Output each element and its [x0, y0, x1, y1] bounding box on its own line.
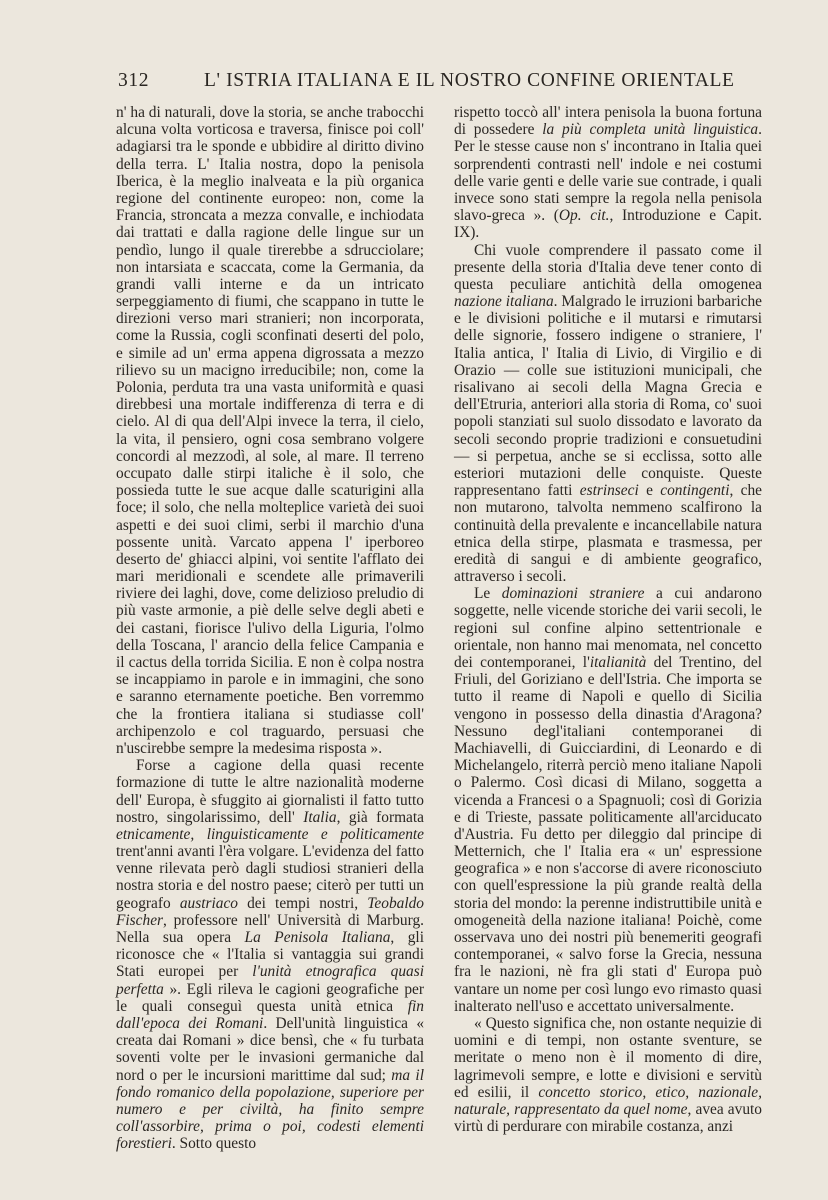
- text-run: e: [638, 482, 661, 500]
- italic-run: dominazioni straniere: [501, 585, 645, 603]
- paragraph: [454, 104, 762, 242]
- text-run: trent'anni avanti l'èra volgare. L'evidenza del fatto venne rilevata però dagli studiosi stranieri della nostra storia e del nostro paese; citerò per tutti un geografo: [116, 843, 424, 912]
- italic-run: Italia: [303, 808, 337, 826]
- text-run: , professore nell' Università di Marburg. Nella sua opera: [116, 911, 424, 946]
- italic-run: italianità: [589, 654, 647, 671]
- text-run: , avea avuto virtù di perdurare con mirabile costanza, anzi: [454, 1100, 762, 1136]
- italic-run: contingenti: [660, 482, 730, 500]
- text-run: Forse a cagione della quasi recente formazione di tutte le altre nazionalità moderne dell' Europa, è sfuggito ai giornalisti il fatto tutto nostro, singolarissimo, dell': [116, 757, 424, 826]
- text-run: rispetto toccò all' intera penisola la buona fortuna di possedere: [454, 104, 762, 139]
- left-column: [116, 104, 424, 1152]
- running-title: L' ISTRIA ITALIANA E IL NOSTRO CONFINE ORIENTALE: [204, 70, 735, 91]
- text-run: , gli riconosce che « l'Italia si vantaggia sui grandi Stati europei per: [116, 929, 424, 981]
- paragraph: [116, 757, 424, 1152]
- page-number: 312: [118, 70, 150, 91]
- page-header: [118, 70, 735, 98]
- italic-run: ma il fondo romanico della popolazione, superiore per numero e per civiltà, ha finito sempre coll'assorbire, prima o poi, codesti elementi forestieri: [116, 1066, 424, 1153]
- text-run: . Malgrado le irruzioni barbariche e le divisioni politiche e il mutarsi e rimutarsi delle signorie, fossero indigene o straniere, l' Italia antica, l' Italia di Livio, di Virgilio e di Orazio — colle sue istituzioni municipali, che risalivano ai secoli della Magna Grecia e dell'Etruria, anteriori alla storia di Roma, co' suoi popoli stanziati sul suolo dissodato e lavorato da secoli secondo proprie tradizioni e consuetudini — si perpetua, anche se si ecclissa, sotto alle esteriori mutazioni delle conquiste. Queste rappresentano fatti: [454, 293, 762, 500]
- paragraph: [454, 585, 762, 1015]
- italic-run: Op. cit.: [558, 207, 610, 225]
- text-run: . Dell'unità linguistica « creata dai Romani » dice bensì, che « fu turbata soventi volte per le invasioni germaniche dal nord o per le incursioni marittime dal sud;: [116, 1014, 425, 1084]
- text-run: Chi vuole comprendere il passato come il presente della storia d'Italia deve tener conto di questa peculiare antichità della omogenea: [454, 241, 762, 293]
- text-run: . Per le stesse cause non s' incontrano in Italia quei sorprendenti contrasti nell' indole e nei costumi delle varie genti e delle varie sue contrade, i quali invece sono stati sempre la regola nella penisola slavo-greca ». (: [454, 121, 762, 225]
- text-run: , che non mutarono, talvolta nemmeno scalfirono la continuità della prevalente e incancellabile natura etnica della stirpe, plasmata e trasmessa, per eredità di sangui e di ambiente geografico, attraverso i secoli.: [454, 482, 763, 586]
- text-run: , Introduzione e Capit. IX).: [454, 207, 762, 242]
- italic-run: La Penisola Italiana: [244, 929, 391, 946]
- text-run: ». Egli rileva le cagioni geografiche per le quali conseguì questa unità etnica: [116, 980, 424, 1015]
- italic-run: austriaco: [179, 894, 238, 912]
- italic-run: concetto storico, etico, nazionale, naturale, rappresentato da quel nome: [454, 1083, 762, 1118]
- text-run: dei tempi nostri,: [237, 894, 368, 912]
- paragraph: [454, 1015, 762, 1135]
- italic-run: la più completa unità linguistica: [542, 121, 759, 139]
- italic-run: fin dall'epoca dei Romani: [116, 997, 424, 1032]
- text-run: . Sotto questo: [171, 1135, 257, 1153]
- paragraph: [454, 242, 762, 586]
- text-run: « Questo significa che, non ostante nequizie di uomini e di tempi, non ostante sventure, se meritate o meno non è il momento di dire, lagrimevoli sempre, e lotte e divisioni e servitù ed esilii, il: [454, 1014, 762, 1101]
- italic-run: etnicamente, linguisticamente e politicamente: [116, 825, 424, 843]
- text-run: n' ha di naturali, dove la storia, se anche trabocchi alcuna volta vorticosa e traversa, finisce poi coll' adagiarsi tra le sponde e ubbidire al diritto divino della terra. L' Italia nostra, dopo la penisola Iberica, è la meglio inalveata e la più organica regione del continente europeo: non, come la Francia, stroncata a mezza convalle, e inchiodata dai trattati e dalla ragione delle lingue sur un pendìo, lungo il quale tirerebbe a sdrucciolare; non intarsiata e scaccata, come la Germania, da grandi valli interne e da un intricato serpeggiamento di fiumi, che scappano in tutte le direzioni verso mari stranieri; non incorporata, come la Russia, cogli sconfinati deserti del polo, e simile ad un' erma appena digrossata a mezzo rilievo su un macigno irreducibile; non, come la Polonia, perduta tra una vasta uniformità e quasi direbbesi una mortale indifferenza di terra e di cielo. Al di qua dell'Alpi invece la terra, il cielo, la vita, il pensiero, ogni cosa sembrano volgere concordi al mezzodì, al sole, al mare. Il terreno occupato dalle stirpi italiche è il solo, che possieda tutte le sue acque dalle scaturigini alla foce; il solo, che nella molteplice varietà dei suoi aspetti e dei suoi climi, serbi il marchio d'una possente unità. Varcato appena l' iperboreo deserto de' ghiacci alpini, voi sentite l'afflato dei mari meridionali e scendete alle primaverili riviere dei laghi, dove, come delizioso preludio di più vaste armonie, a piè delle selve degli abeti e dei castani, fiorisce l'ulivo della Liguria, l'olmo della Toscana, l' arancio della felice Campania e il cactus della torrida Sicilia. E non è colpa nostra se incappiamo in parole e in immagini, che sono e saranno eternamente poetiche. Ben vorremmo che la frontiera italiana si studiasse coll' archipenzolo e col traguardo, persuasi che n'uscirebbe sempre la medesima risposta ».: [116, 104, 424, 757]
- text-run: , già formata: [336, 808, 424, 826]
- italic-run: nazione italiana: [454, 293, 554, 311]
- italic-run: l'unità etnografica quasi perfetta: [116, 963, 424, 998]
- right-column: [454, 104, 762, 1135]
- italic-run: estrinseci: [579, 482, 639, 500]
- text-run: a cui andarono soggette, nelle vicende storiche dei varii secoli, le regioni sul confine alpino settentrionale e orientale, non hanno mai menomata, nel concetto dei contemporanei, l': [454, 585, 762, 671]
- text-run: del Trentino, del Friuli, del Goriziano e dell'Istria. Che importa se tutto il reame di Napoli e quello di Sicilia vengono in possesso della dinastia d'Aragona? Nessuno degl'italiani contemporanei di Machiavelli, di Guicciardini, di Leonardo e di Michelangelo, riterrà perciò meno italiane Napoli o Palermo. Così dicasi di Milano, soggetta a vicenda a Francesi o a Spagnuoli; così di Gorizia e di Trieste, passate politicamente all'arciducato d'Austria. Fu detto per dileggio dal principe di Metternich, che l' Italia era « un' espressione geografica » e non s'accorse di avere riconosciuto con quell'espressione la più grande realtà della storia del mondo: la perenne indistruttibile unità e omogeneità della nazione italiana! Poichè, come osservava uno dei nostri più benemeriti geografi contemporanei, « salvo forse la Grecia, nessuna fra le nazioni, nè fra gli stati d' Europa può vantare un nome per così lungo evo rimasto quasi inalterato nell'uso e accettato universalmente.: [454, 654, 762, 1015]
- italic-run: Teobaldo Fischer: [116, 894, 424, 929]
- text-run: Le: [474, 585, 502, 603]
- paragraph: [116, 104, 424, 757]
